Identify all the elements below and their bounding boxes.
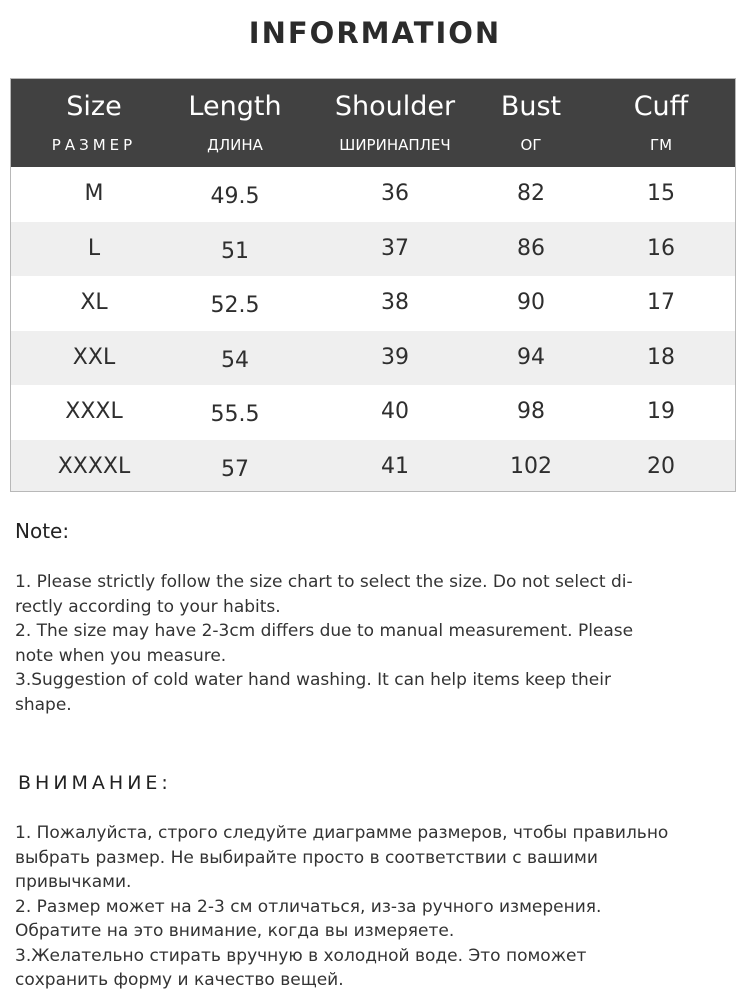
cell-length: 54 [221,347,249,373]
cell-length: 57 [221,456,249,482]
header-label: Bust [500,91,562,122]
header-size [11,79,177,167]
cell-size: XXXXL [57,453,131,479]
note-line: note when you measure. [15,645,227,666]
cell-bust: 86 [517,235,545,261]
header-shoulder [315,79,475,167]
note-ru-line: выбрать размер. Не выбирайте просто в соответствии с вашими [15,847,598,868]
size-chart-table [10,78,736,492]
table-row [11,167,735,222]
cell-cuff: 17 [647,290,675,316]
table-row [11,331,735,386]
cell-size: M [84,181,104,206]
cell-length: 52.5 [210,293,260,319]
cell-length: 49.5 [210,184,260,209]
table-row [11,440,735,492]
cell-cuff: 15 [647,181,675,206]
header-sublabel: ШИРИНАПЛЕЧ [339,136,451,154]
cell-length: 55.5 [210,402,260,428]
cell-bust: 90 [517,290,545,316]
note-ru-heading: ВНИМАНИЕ: [18,772,172,794]
note-ru-line: 3.Желательно стирать вручную в холодной воде. Это поможет [15,945,587,966]
note-line: 3.Suggestion of cold water hand washing. It can help items keep their [15,670,611,690]
header-label: Length [188,91,282,122]
cell-size: XL [80,290,108,316]
cell-cuff: 18 [647,344,675,370]
note-line: shape. [15,694,72,715]
note-ru-line: 2. Размер может на 2-3 см отличаться, из-за ручного измерения. [15,896,602,917]
cell-cuff: 19 [647,399,675,425]
cell-size: XXXL [65,399,123,425]
table-row [11,385,735,440]
header-label: Cuff [633,91,689,122]
header-label: Shoulder [334,91,456,122]
header-sublabel: ДЛИНА [207,136,263,154]
note-ru-line: Обратите на это внимание, когда вы измеряете. [15,921,455,941]
cell-shoulder: 36 [381,181,409,206]
note-heading: Note: [15,519,70,543]
note-line: rectly according to your habits. [15,596,281,617]
cell-cuff: 20 [647,453,675,479]
header-label: Size [66,91,122,122]
cell-shoulder: 37 [381,235,409,261]
table-row [11,276,735,331]
note-line: 2. The size may have 2-3cm differs due to manual measurement. Please [15,621,634,641]
header-bust [461,79,601,167]
cell-cuff: 16 [647,235,675,261]
note-text [15,570,730,717]
note-ru-line: привычками. [15,872,132,892]
note-ru-line: сохранить форму и качество вещей. [15,970,344,990]
cell-shoulder: 39 [381,344,409,370]
cell-size: XXL [72,344,116,370]
header-sublabel: ОГ [520,136,542,154]
header-cuff [591,79,731,167]
cell-size: L [87,235,101,261]
cell-shoulder: 41 [381,453,409,479]
header-length [157,79,313,167]
header-sublabel: РАЗМЕР [51,136,137,154]
table-header [11,79,735,167]
cell-bust: 98 [517,399,545,425]
table-row [11,222,735,277]
cell-shoulder: 38 [381,290,409,316]
note-line: 1. Please strictly follow the size chart to select the size. Do not select di- [15,572,633,592]
note-ru-line: 1. Пожалуйста, строго следуйте диаграмме размеров, чтобы правильно [15,823,669,843]
cell-shoulder: 40 [381,399,409,425]
cell-length: 51 [221,238,249,264]
cell-bust: 94 [517,344,545,370]
cell-bust: 82 [517,181,545,206]
header-sublabel: ГМ [649,136,673,154]
page-title: INFORMATION [248,16,502,50]
note-ru-text [15,821,730,993]
cell-bust: 102 [510,453,552,479]
